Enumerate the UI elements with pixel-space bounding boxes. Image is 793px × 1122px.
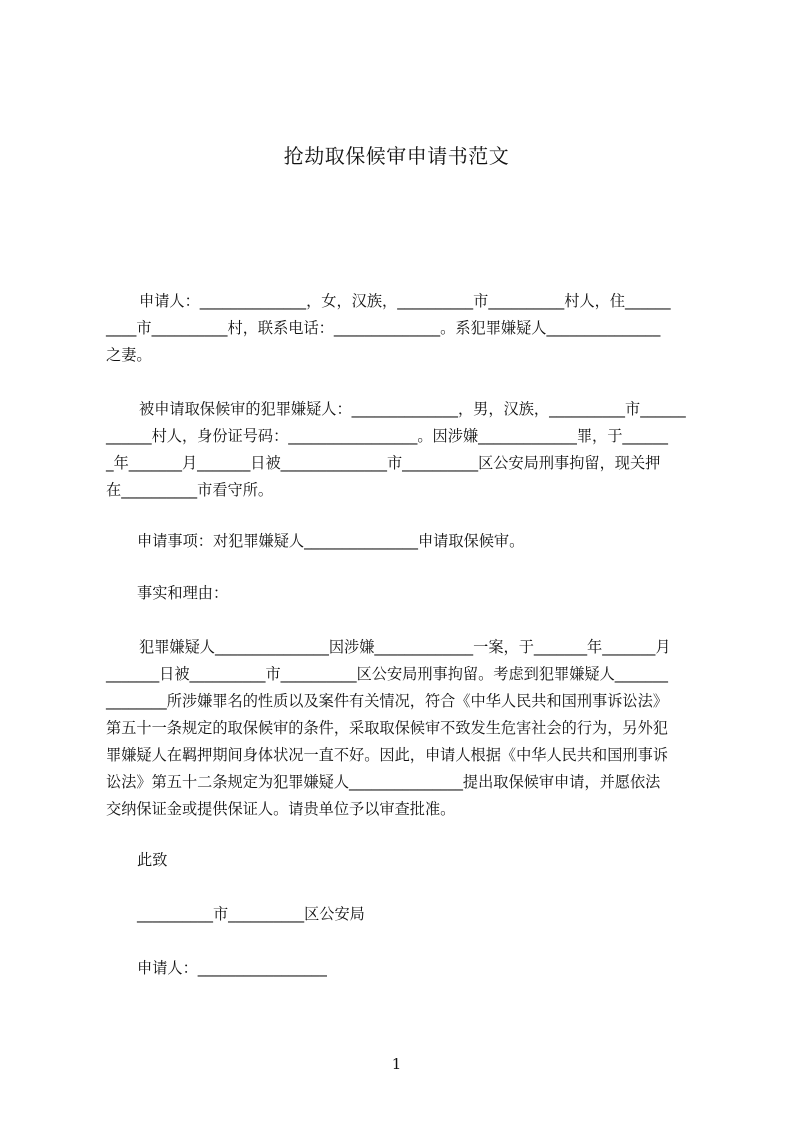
facts-line-5: 罪嫌疑人在羁押期间身体状况一直不好。因此，申请人根据《中华人民共和国刑事诉 xyxy=(106,746,668,764)
signature-line: 申请人：_________________ xyxy=(137,959,327,977)
closing-salutation: 此致 xyxy=(137,851,168,869)
page-number: 1 xyxy=(391,1055,402,1073)
suspect-line-2: ______村人，身份证号码：_________________。因涉嫌_____________罪，于______ xyxy=(106,427,668,445)
suspect-line-1: 被申请取保候审的犯罪嫌疑人：______________，男，汉族，__________市______ xyxy=(139,400,686,418)
facts-line-1: 犯罪嫌疑人_______________因涉嫌_____________一案，于_______年_______月 xyxy=(139,638,671,656)
suspect-line-3: _年_______月_______日被______________市__________区公安局刑事拘留，现关押 xyxy=(106,454,661,472)
applicant-line-1: 申请人：______________，女，汉族，__________市__________村人，住______ xyxy=(139,292,671,310)
facts-line-2: _______日被__________市__________区公安局刑事拘留。考虑到犯罪嫌疑人_______ xyxy=(106,665,668,683)
facts-line-6: 讼法》第五十二条规定为犯罪嫌疑人_______________提出取保候审申请，并愿依法 xyxy=(106,773,661,791)
facts-line-4: 第五十一条规定的取保候审的条件，采取取保候审不致发生危害社会的行为，另外犯 xyxy=(106,719,668,737)
facts-line-3: ________所涉嫌罪名的性质以及案件有关情况，符合《中华人民共和国刑事诉讼法》 xyxy=(106,692,668,710)
facts-line-7: 交纳保证金或提供保证人。请贵单位予以审查批准。 xyxy=(106,800,456,818)
document-title: 抢劫取保候审申请书范文 xyxy=(283,144,510,168)
facts-heading: 事实和理由： xyxy=(137,584,229,602)
request-item: 申请事项：对犯罪嫌疑人_______________申请取保候审。 xyxy=(137,532,525,550)
addressee: __________市__________区公安局 xyxy=(137,905,365,923)
suspect-line-4: 在__________市看守所。 xyxy=(106,481,274,499)
applicant-line-3: 之妻。 xyxy=(106,346,152,364)
applicant-line-2: ____市__________村，联系电话：______________。系犯罪嫌疑人_______________ xyxy=(106,319,661,337)
